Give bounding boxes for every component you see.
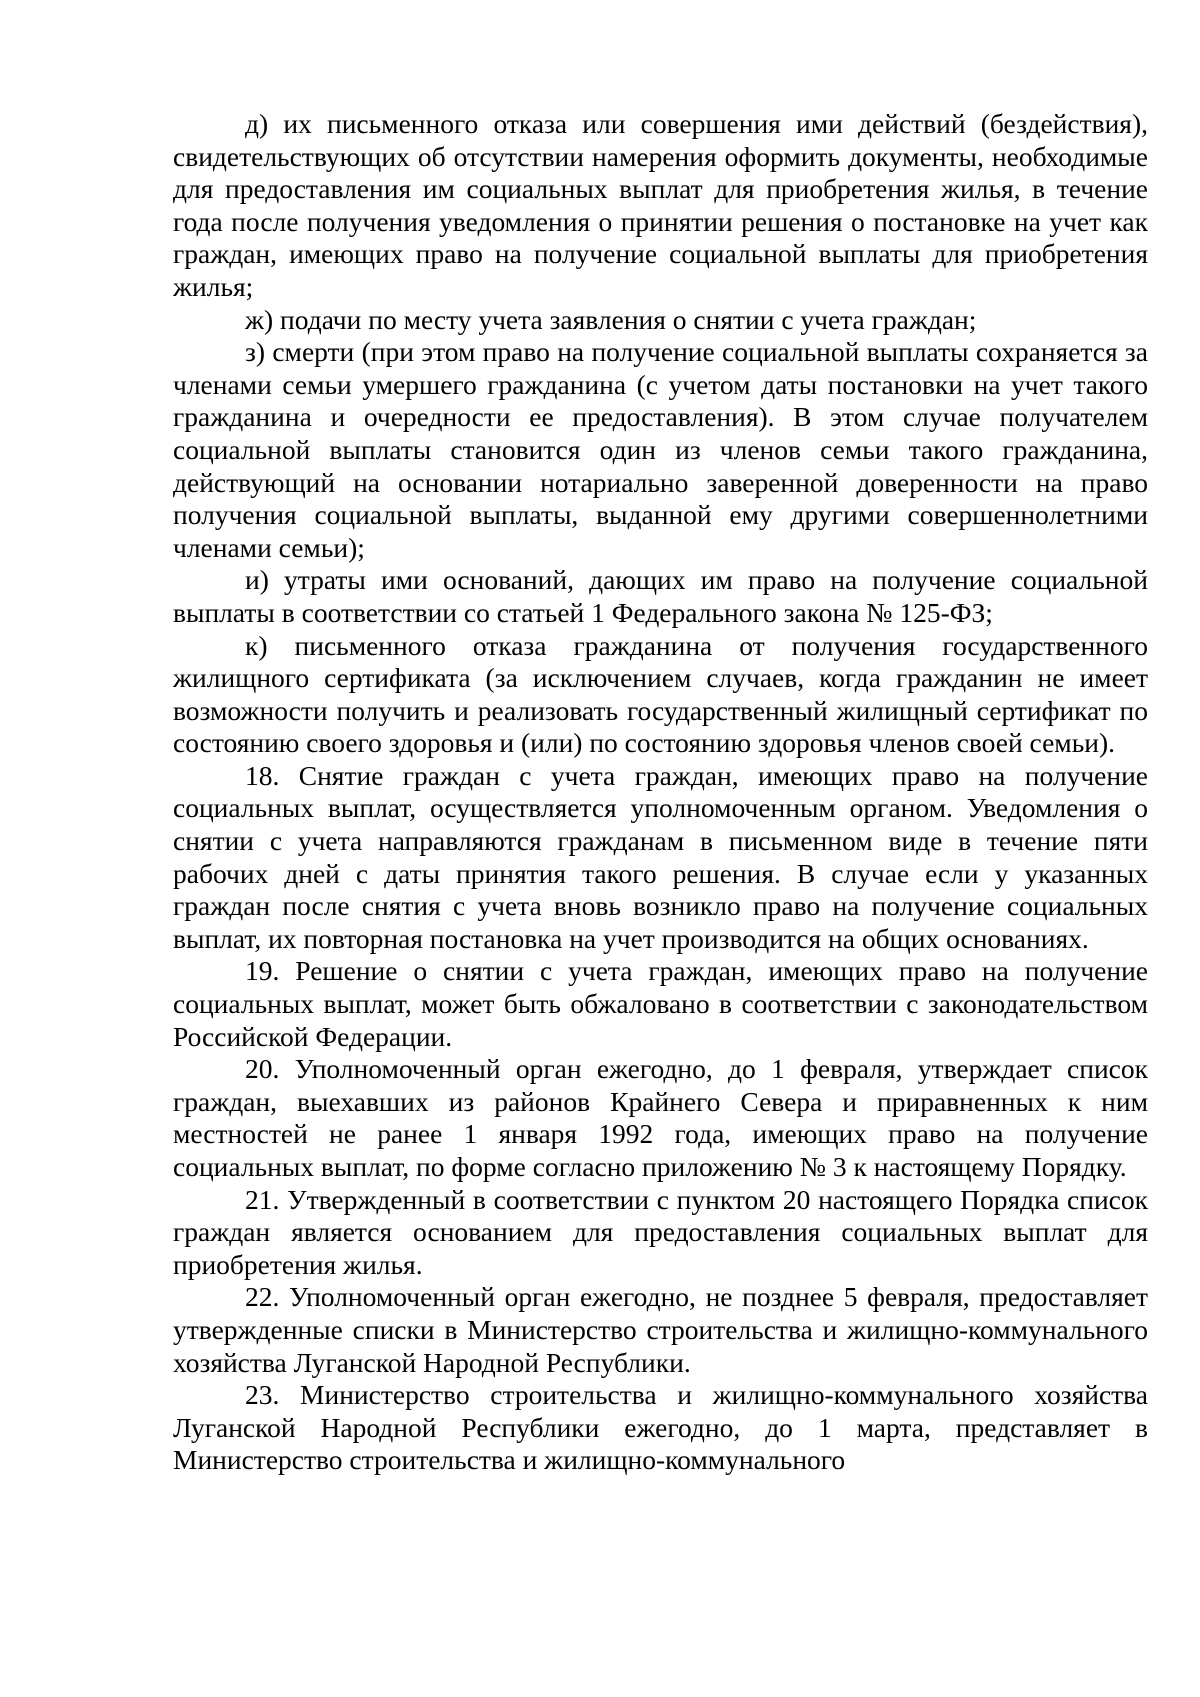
paragraph-zh: ж) подачи по месту учета заявления о снятии с учета граждан; [245, 303, 977, 335]
paragraph-i: и) утраты ими оснований, дающих им право на получение социальной выплаты в соответствии со статьей 1 Федерального закона № 125-ФЗ; [173, 564, 1148, 628]
document-page [173, 108, 1148, 1477]
paragraph-22: 22. Уполномоченный орган ежегодно, не позднее 5 февраля, предоставляет утвержденные списки в Министерство строительства и жилищно-коммунального хозяйства Луганской Народной Республики. [173, 1281, 1148, 1378]
paragraph-d: д) их письменного отказа или совершения ими действий (бездействия), свидетельствующих об отсутствии намерения оформить документы, необходимые для предоставления им социальных выплат для приобретения жилья, в течение года после получения уведомления о принятии решения о постановке на учет как граждан, имеющих право на получение социальной выплаты для приобретения жилья; [173, 108, 1148, 302]
paragraph-18: 18. Снятие граждан с учета граждан, имеющих право на получение социальных выплат, осуществляется уполномоченным органом. Уведомления о снятии с учета направляются гражданам в письменном виде в течение пяти рабочих дней с даты принятия такого решения. В случае если у указанных граждан после снятия с учета вновь возникло право на получение социальных выплат, их повторная постановка на учет производится на общих основаниях. [173, 759, 1148, 954]
paragraph-21: 21. Утвержденный в соответствии с пунктом 20 настоящего Порядка список граждан является основанием для предоставления социальных выплат для приобретения жилья. [173, 1183, 1148, 1280]
paragraph-20: 20. Уполномоченный орган ежегодно, до 1 февраля, утверждает список граждан, выехавших из районов Крайнего Севера и приравненных к ним местностей не ранее 1 января 1992 года, имеющих право на получение социальных выплат, по форме согласно приложению № 3 к настоящему Порядку. [173, 1053, 1148, 1182]
paragraph-z: з) смерти (при этом право на получение социальной выплаты сохраняется за членами семьи умершего гражданина (с учетом даты постановки на учет такого гражданина и очередности ее предоставления). В этом случае получателем социальной выплаты становится один из членов семьи такого гражданина, действующий на основании нотариально заверенной доверенности на право получения социальной выплаты, выданной ему другими совершеннолетними членами семьи); [173, 336, 1148, 563]
paragraph-19: 19. Решение о снятии с учета граждан, имеющих право на получение социальных выплат, может быть обжаловано в соответствии с законодательством Российской Федерации. [173, 955, 1148, 1052]
paragraph-k: к) письменного отказа гражданина от получения государственного жилищного сертификата (за исключением случаев, когда гражданин не имеет возможности получить и реализовать государственный жилищный сертификат по состоянию своего здоровья и (или) по состоянию здоровья членов своей семьи). [173, 629, 1148, 759]
paragraph-23: 23. Министерство строительства и жилищно-коммунального хозяйства Луганской Народной Республики ежегодно, до 1 марта, представляет в Министерство строительства и жилищно-коммунального [173, 1379, 1148, 1476]
